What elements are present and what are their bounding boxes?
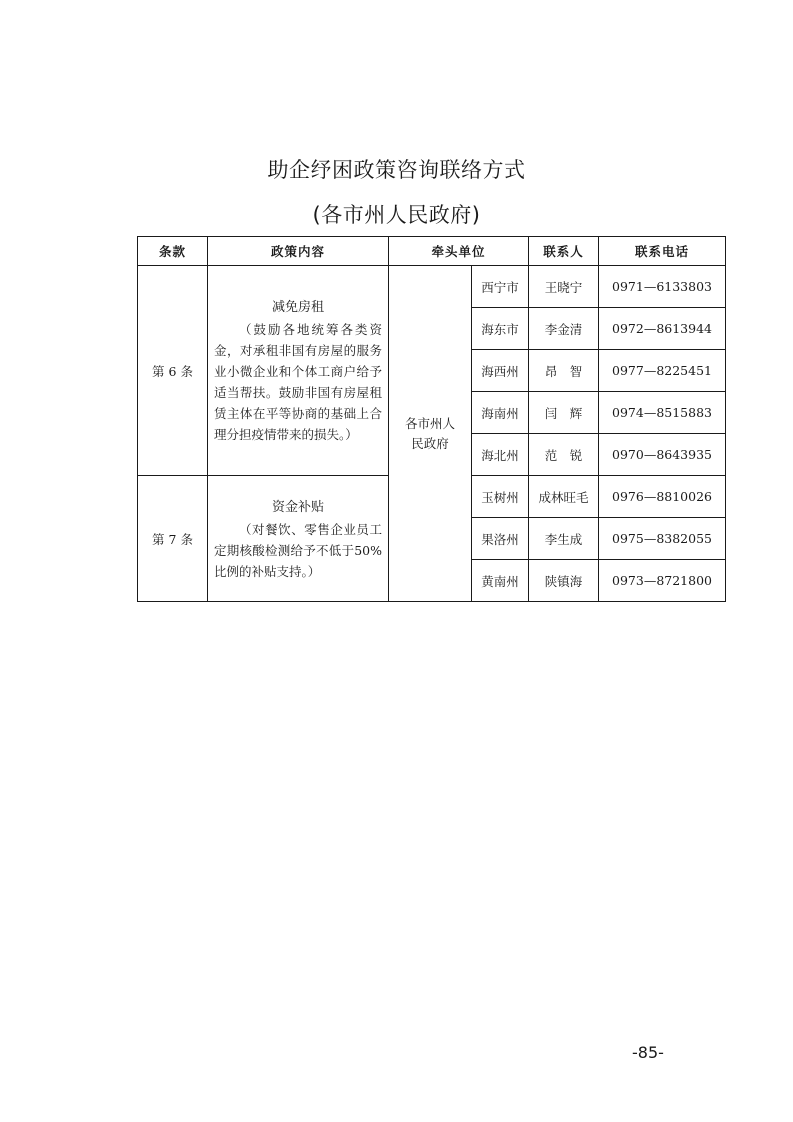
person-cell: 李生成: [529, 518, 599, 560]
table-header-row: [138, 237, 726, 266]
header-article: 条款: [138, 237, 208, 266]
contact-table: [137, 236, 726, 602]
region-cell: 黄南州: [472, 560, 529, 602]
article-cell: 第 6 条: [138, 266, 208, 476]
lead-unit-text: 各市州人民政府: [404, 415, 455, 451]
person-cell: 闫 辉: [529, 392, 599, 434]
region-cell: 海东市: [472, 308, 529, 350]
region-cell: 海西州: [472, 350, 529, 392]
page-title: 助企纾困政策咨询联络方式: [267, 158, 526, 182]
person-cell: 昂 智: [529, 350, 599, 392]
person-cell: 陕镇海: [529, 560, 599, 602]
header-contact-person: 联系人: [529, 237, 599, 266]
policy-description: （鼓励各地统筹各类资金，对承租非国有房屋的服务业小微企业和个体工商户给予适当帮扶。鼓励非国有房屋租赁主体在平等协商的基础上合理分担疫情带来的损失。）: [214, 322, 382, 442]
region-cell: 西宁市: [472, 266, 529, 308]
person-cell: 李金清: [529, 308, 599, 350]
header-policy: 政策内容: [208, 237, 389, 266]
region-cell: 海南州: [472, 392, 529, 434]
lead-unit-cell: [389, 266, 472, 602]
phone-cell: 0976—8810026: [599, 476, 726, 518]
policy-cell: [208, 266, 389, 476]
header-phone: 联系电话: [599, 237, 726, 266]
phone-cell: 0977—8225451: [599, 350, 726, 392]
phone-cell: 0972—8613944: [599, 308, 726, 350]
policy-description: （对餐饮、零售企业员工定期核酸检测给予不低于50%比例的补贴支持。）: [214, 521, 382, 579]
phone-cell: 0974—8515883: [599, 392, 726, 434]
person-cell: 范 锐: [529, 434, 599, 476]
phone-cell: 0971—6133803: [599, 266, 726, 308]
table-row: [138, 266, 726, 308]
policy-cell: [208, 476, 389, 602]
policy-title: 减免房租: [271, 300, 324, 315]
policy-title: 资金补贴: [271, 499, 324, 515]
page-subtitle: (各市州人民政府): [312, 203, 481, 227]
region-cell: 果洛州: [472, 518, 529, 560]
person-cell: 王晓宁: [529, 266, 599, 308]
page-number: -85-: [632, 1043, 664, 1062]
region-cell: 玉树州: [472, 476, 529, 518]
article-cell: 第 7 条: [138, 476, 208, 602]
header-lead-unit: 牵头单位: [389, 237, 529, 266]
phone-cell: 0973—8721800: [599, 560, 726, 602]
phone-cell: 0975—8382055: [599, 518, 726, 560]
region-cell: 海北州: [472, 434, 529, 476]
person-cell: 成林旺毛: [529, 476, 599, 518]
phone-cell: 0970—8643935: [599, 434, 726, 476]
